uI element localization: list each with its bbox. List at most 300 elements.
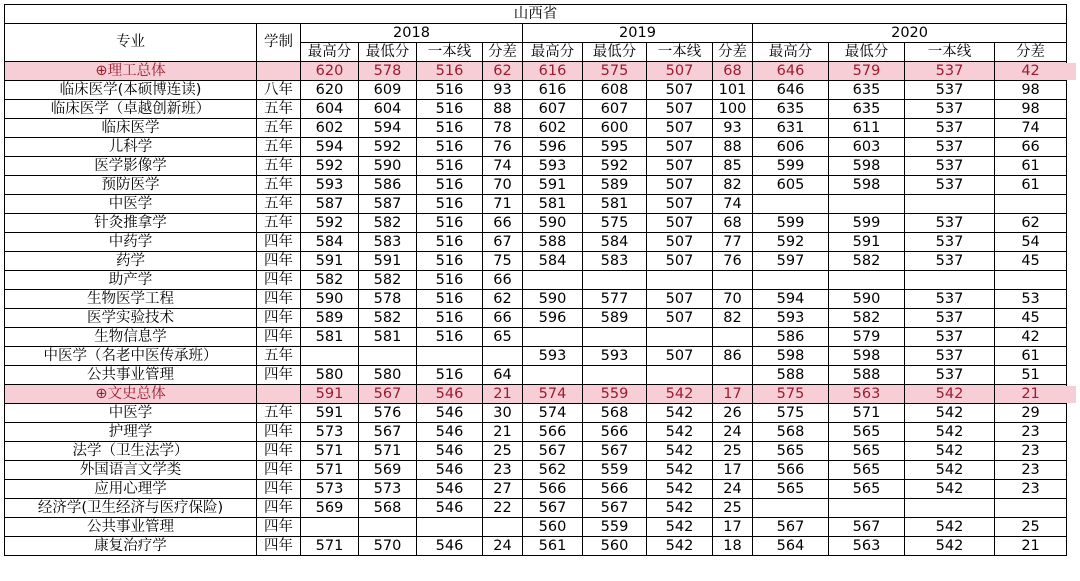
line-2020-cell: 537 <box>905 290 995 309</box>
min-2019-cell: 589 <box>583 309 647 328</box>
min-2018-cell: 587 <box>359 195 417 214</box>
diff-2018-cell: 66 <box>483 271 523 290</box>
min-2018-cell: 569 <box>359 461 417 480</box>
diff-2020-cell: 45 <box>995 252 1067 271</box>
line-2020-cell: 537 <box>905 252 995 271</box>
min-2019-cell: 566 <box>583 423 647 442</box>
line-2020-cell: 542 <box>905 461 995 480</box>
subheader-line: 一本线 <box>417 43 483 62</box>
max-2020-cell: 586 <box>753 328 829 347</box>
duration-cell: 五年 <box>257 404 301 423</box>
max-2019-cell: 596 <box>523 309 583 328</box>
max-2018-cell: 571 <box>301 537 359 556</box>
min-2018-cell: 586 <box>359 176 417 195</box>
subheader-min: 最低分 <box>359 43 417 62</box>
max-2018-cell: 591 <box>301 385 359 404</box>
major-header: 专业 <box>5 24 257 62</box>
min-2020-cell: 565 <box>829 480 905 499</box>
diff-2019-cell: 101 <box>713 81 753 100</box>
max-2020-cell: 575 <box>753 404 829 423</box>
line-2020-cell: 542 <box>905 480 995 499</box>
min-2020-cell: 582 <box>829 252 905 271</box>
min-2018-cell: 567 <box>359 385 417 404</box>
line-2019-cell: 542 <box>647 385 713 404</box>
min-2018-cell: 604 <box>359 100 417 119</box>
min-2020-cell: 603 <box>829 138 905 157</box>
max-2019-cell: 591 <box>523 176 583 195</box>
line-2020-cell: 537 <box>905 138 995 157</box>
diff-2018-cell: 22 <box>483 499 523 518</box>
diff-2019-cell <box>713 271 753 290</box>
line-2020-cell: 537 <box>905 157 995 176</box>
line-2020-cell: 537 <box>905 176 995 195</box>
min-2020-cell: 635 <box>829 100 905 119</box>
line-2018-cell: 516 <box>417 252 483 271</box>
min-2018-cell: 594 <box>359 119 417 138</box>
diff-2018-cell <box>483 518 523 537</box>
line-2018-cell: 516 <box>417 233 483 252</box>
min-2018-cell: 578 <box>359 290 417 309</box>
min-2019-cell: 559 <box>583 461 647 480</box>
table-row <box>5 214 1067 233</box>
major-name-cell: 康复治疗学 <box>5 537 257 556</box>
duration-cell: 四年 <box>257 271 301 290</box>
min-2018-cell: 582 <box>359 271 417 290</box>
diff-2020-cell: 61 <box>995 176 1067 195</box>
line-2018-cell: 516 <box>417 214 483 233</box>
table-row <box>5 252 1067 271</box>
line-2020-cell: 537 <box>905 366 995 385</box>
subheader-diff: 分差 <box>483 43 523 62</box>
table-row <box>5 233 1067 252</box>
max-2019-cell: 584 <box>523 252 583 271</box>
min-2019-cell: 559 <box>583 385 647 404</box>
line-2018-cell: 546 <box>417 385 483 404</box>
diff-2020-cell <box>995 195 1067 214</box>
diff-2018-cell: 21 <box>483 385 523 404</box>
diff-2018-cell: 66 <box>483 309 523 328</box>
table-row <box>5 195 1067 214</box>
max-2020-cell: 631 <box>753 119 829 138</box>
diff-2019-cell: 26 <box>713 404 753 423</box>
duration-cell <box>257 385 301 404</box>
min-2020-cell: 579 <box>829 62 905 81</box>
min-2020-cell: 611 <box>829 119 905 138</box>
line-2020-cell: 537 <box>905 328 995 347</box>
line-2019-cell: 507 <box>647 195 713 214</box>
major-name-cell: 公共事业管理 <box>5 366 257 385</box>
max-2019-cell: 567 <box>523 499 583 518</box>
major-name-cell: 应用心理学 <box>5 480 257 499</box>
max-2020-cell: 598 <box>753 347 829 366</box>
diff-2020-cell: 42 <box>995 328 1067 347</box>
year-header-2019: 2019 <box>523 24 753 43</box>
min-2019-cell: 607 <box>583 100 647 119</box>
duration-cell: 四年 <box>257 518 301 537</box>
major-name-cell: 医学影像学 <box>5 157 257 176</box>
min-2019-cell: 560 <box>583 537 647 556</box>
diff-2019-cell: 70 <box>713 290 753 309</box>
line-2018-cell: 546 <box>417 537 483 556</box>
max-2018-cell: 593 <box>301 176 359 195</box>
duration-cell: 五年 <box>257 138 301 157</box>
duration-cell: 五年 <box>257 157 301 176</box>
table-row <box>5 309 1067 328</box>
diff-2019-cell: 86 <box>713 347 753 366</box>
major-name-cell: 预防医学 <box>5 176 257 195</box>
table-row <box>5 518 1067 537</box>
duration-cell: 四年 <box>257 328 301 347</box>
diff-2020-cell: 42 <box>995 62 1067 81</box>
max-2020-cell: 566 <box>753 461 829 480</box>
line-2019-cell: 542 <box>647 404 713 423</box>
line-2020-cell <box>905 499 995 518</box>
diff-2018-cell: 93 <box>483 81 523 100</box>
min-2018-cell: 582 <box>359 309 417 328</box>
max-2018-cell: 604 <box>301 100 359 119</box>
line-2018-cell: 546 <box>417 442 483 461</box>
max-2018-cell: 592 <box>301 214 359 233</box>
diff-2020-cell: 62 <box>995 214 1067 233</box>
min-2019-cell: 566 <box>583 480 647 499</box>
diff-2018-cell: 27 <box>483 480 523 499</box>
major-name-cell: 法学（卫生法学） <box>5 442 257 461</box>
diff-2020-cell: 74 <box>995 119 1067 138</box>
province-title: 山西省 <box>5 5 1067 24</box>
max-2020-cell: 593 <box>753 309 829 328</box>
min-2018-cell: 571 <box>359 442 417 461</box>
max-2019-cell: 616 <box>523 62 583 81</box>
min-2020-cell: 571 <box>829 404 905 423</box>
min-2020-cell: 565 <box>829 442 905 461</box>
max-2018-cell: 591 <box>301 404 359 423</box>
line-2018-cell: 516 <box>417 157 483 176</box>
max-2018-cell: 571 <box>301 442 359 461</box>
diff-2019-cell: 17 <box>713 518 753 537</box>
min-2018-cell: 578 <box>359 62 417 81</box>
subheader-diff: 分差 <box>713 43 753 62</box>
min-2018-cell: 581 <box>359 328 417 347</box>
max-2019-cell: 590 <box>523 214 583 233</box>
line-2019-cell: 507 <box>647 214 713 233</box>
diff-2020-cell: 61 <box>995 347 1067 366</box>
min-2020-cell: 590 <box>829 290 905 309</box>
major-name-cell: 护理学 <box>5 423 257 442</box>
line-2020-cell: 537 <box>905 347 995 366</box>
min-2019-cell: 593 <box>583 347 647 366</box>
diff-2019-cell: 93 <box>713 119 753 138</box>
min-2019-cell: 592 <box>583 157 647 176</box>
diff-2018-cell: 23 <box>483 461 523 480</box>
max-2018-cell: 581 <box>301 328 359 347</box>
diff-2018-cell: 76 <box>483 138 523 157</box>
subheader-max: 最高分 <box>753 43 829 62</box>
min-2020-cell: 599 <box>829 214 905 233</box>
max-2018-cell: 587 <box>301 195 359 214</box>
diff-2018-cell: 78 <box>483 119 523 138</box>
diff-2019-cell: 18 <box>713 537 753 556</box>
min-2018-cell: 591 <box>359 252 417 271</box>
line-2018-cell <box>417 518 483 537</box>
line-2018-cell: 546 <box>417 480 483 499</box>
max-2019-cell: 566 <box>523 423 583 442</box>
max-2020-cell: 564 <box>753 537 829 556</box>
line-2018-cell <box>417 347 483 366</box>
max-2020-cell: 646 <box>753 62 829 81</box>
table-row <box>5 366 1067 385</box>
duration-cell: 四年 <box>257 480 301 499</box>
diff-2019-cell: 88 <box>713 138 753 157</box>
table-row <box>5 138 1067 157</box>
min-2018-cell: 583 <box>359 233 417 252</box>
min-2019-cell <box>583 328 647 347</box>
summary-highlight-band <box>1066 386 1076 403</box>
diff-2020-cell: 66 <box>995 138 1067 157</box>
table-row <box>5 461 1067 480</box>
max-2018-cell: 584 <box>301 233 359 252</box>
max-2019-cell: 616 <box>523 81 583 100</box>
diff-2020-cell: 21 <box>995 385 1067 404</box>
line-2018-cell: 516 <box>417 366 483 385</box>
year-header-2018: 2018 <box>301 24 523 43</box>
max-2019-cell <box>523 366 583 385</box>
diff-2019-cell: 17 <box>713 461 753 480</box>
diff-2018-cell: 71 <box>483 195 523 214</box>
min-2020-cell: 598 <box>829 176 905 195</box>
min-2018-cell: 576 <box>359 404 417 423</box>
line-2019-cell: 542 <box>647 461 713 480</box>
max-2018-cell: 620 <box>301 62 359 81</box>
subheader-max: 最高分 <box>301 43 359 62</box>
diff-2018-cell: 74 <box>483 157 523 176</box>
line-2020-cell: 542 <box>905 442 995 461</box>
major-name-cell[interactable]: ⊕理工总体 <box>5 62 257 81</box>
max-2020-cell: 599 <box>753 157 829 176</box>
line-2018-cell: 516 <box>417 62 483 81</box>
line-2019-cell: 542 <box>647 423 713 442</box>
max-2020-cell <box>753 499 829 518</box>
min-2019-cell: 568 <box>583 404 647 423</box>
major-name-cell: 外国语言文学类 <box>5 461 257 480</box>
major-name-cell: 临床医学（卓越创新班） <box>5 100 257 119</box>
duration-cell: 五年 <box>257 119 301 138</box>
line-2018-cell: 516 <box>417 81 483 100</box>
major-name-cell: 临床医学(本硕博连读) <box>5 81 257 100</box>
max-2018-cell: 582 <box>301 271 359 290</box>
min-2020-cell <box>829 499 905 518</box>
table-row <box>5 499 1067 518</box>
line-2020-cell: 537 <box>905 62 995 81</box>
min-2019-cell: 581 <box>583 195 647 214</box>
min-2018-cell: 580 <box>359 366 417 385</box>
duration-cell: 五年 <box>257 100 301 119</box>
line-2019-cell: 507 <box>647 100 713 119</box>
min-2019-cell: 583 <box>583 252 647 271</box>
min-2019-cell: 559 <box>583 518 647 537</box>
diff-2018-cell: 75 <box>483 252 523 271</box>
max-2018-cell: 569 <box>301 499 359 518</box>
diff-2018-cell: 62 <box>483 62 523 81</box>
max-2018-cell: 620 <box>301 81 359 100</box>
max-2020-cell: 606 <box>753 138 829 157</box>
diff-2019-cell: 76 <box>713 252 753 271</box>
admission-score-table <box>4 4 1067 556</box>
max-2019-cell: 574 <box>523 385 583 404</box>
diff-2018-cell: 25 <box>483 442 523 461</box>
max-2018-cell: 573 <box>301 480 359 499</box>
major-name-cell: 临床医学 <box>5 119 257 138</box>
max-2018-cell: 592 <box>301 157 359 176</box>
summary-row[interactable] <box>5 62 1067 81</box>
line-2020-cell <box>905 195 995 214</box>
min-2020-cell: 598 <box>829 157 905 176</box>
table-row <box>5 442 1067 461</box>
max-2020-cell <box>753 195 829 214</box>
min-2018-cell: 609 <box>359 81 417 100</box>
max-2020-cell: 568 <box>753 423 829 442</box>
major-name-cell[interactable]: ⊕文史总体 <box>5 385 257 404</box>
line-2018-cell: 546 <box>417 499 483 518</box>
diff-2019-cell: 24 <box>713 423 753 442</box>
min-2018-cell: 592 <box>359 138 417 157</box>
table-body <box>5 62 1067 556</box>
max-2018-cell <box>301 518 359 537</box>
summary-row[interactable] <box>5 385 1067 404</box>
min-2020-cell: 579 <box>829 328 905 347</box>
score-table-container <box>4 4 1067 556</box>
max-2018-cell: 573 <box>301 423 359 442</box>
diff-2019-cell: 82 <box>713 176 753 195</box>
duration-cell <box>257 62 301 81</box>
min-2019-cell <box>583 271 647 290</box>
line-2020-cell: 542 <box>905 423 995 442</box>
max-2019-cell: 574 <box>523 404 583 423</box>
max-2020-cell <box>753 271 829 290</box>
duration-cell: 四年 <box>257 290 301 309</box>
min-2020-cell: 591 <box>829 233 905 252</box>
table-row <box>5 423 1067 442</box>
table-row <box>5 290 1067 309</box>
diff-2019-cell: 24 <box>713 480 753 499</box>
max-2019-cell <box>523 271 583 290</box>
line-2020-cell: 537 <box>905 214 995 233</box>
diff-2019-cell: 82 <box>713 309 753 328</box>
line-2018-cell: 516 <box>417 271 483 290</box>
diff-2018-cell <box>483 347 523 366</box>
diff-2019-cell: 68 <box>713 62 753 81</box>
max-2019-cell: 562 <box>523 461 583 480</box>
diff-2019-cell <box>713 328 753 347</box>
line-2019-cell <box>647 271 713 290</box>
diff-2020-cell: 21 <box>995 537 1067 556</box>
subheader-min: 最低分 <box>583 43 647 62</box>
diff-2019-cell: 17 <box>713 385 753 404</box>
line-2019-cell: 542 <box>647 480 713 499</box>
max-2019-cell: 566 <box>523 480 583 499</box>
diff-2020-cell: 23 <box>995 461 1067 480</box>
diff-2018-cell: 21 <box>483 423 523 442</box>
min-2019-cell <box>583 366 647 385</box>
line-2020-cell: 542 <box>905 404 995 423</box>
line-2019-cell: 507 <box>647 290 713 309</box>
line-2020-cell: 542 <box>905 518 995 537</box>
diff-2020-cell: 53 <box>995 290 1067 309</box>
max-2020-cell: 567 <box>753 518 829 537</box>
line-2019-cell: 507 <box>647 176 713 195</box>
max-2018-cell: 602 <box>301 119 359 138</box>
min-2019-cell: 567 <box>583 499 647 518</box>
line-2019-cell: 507 <box>647 81 713 100</box>
min-2019-cell: 575 <box>583 214 647 233</box>
diff-2020-cell: 54 <box>995 233 1067 252</box>
min-2018-cell: 590 <box>359 157 417 176</box>
line-2019-cell: 542 <box>647 537 713 556</box>
max-2020-cell: 588 <box>753 366 829 385</box>
line-2018-cell: 546 <box>417 461 483 480</box>
line-2020-cell: 537 <box>905 119 995 138</box>
duration-cell: 四年 <box>257 442 301 461</box>
max-2019-cell: 607 <box>523 100 583 119</box>
subheader-min: 最低分 <box>829 43 905 62</box>
major-name-cell: 公共事业管理 <box>5 518 257 537</box>
min-2018-cell: 568 <box>359 499 417 518</box>
diff-2018-cell: 62 <box>483 290 523 309</box>
min-2020-cell: 582 <box>829 309 905 328</box>
diff-2020-cell <box>995 271 1067 290</box>
diff-2018-cell: 65 <box>483 328 523 347</box>
max-2020-cell: 565 <box>753 480 829 499</box>
min-2020-cell <box>829 271 905 290</box>
min-2018-cell: 570 <box>359 537 417 556</box>
diff-2020-cell: 23 <box>995 480 1067 499</box>
max-2018-cell: 591 <box>301 252 359 271</box>
diff-2018-cell: 88 <box>483 100 523 119</box>
duration-cell: 五年 <box>257 176 301 195</box>
major-name-cell: 生物信息学 <box>5 328 257 347</box>
table-row <box>5 347 1067 366</box>
max-2020-cell: 594 <box>753 290 829 309</box>
diff-2019-cell: 68 <box>713 214 753 233</box>
max-2019-cell: 596 <box>523 138 583 157</box>
line-2018-cell: 516 <box>417 309 483 328</box>
major-name-cell: 医学实验技术 <box>5 309 257 328</box>
line-2019-cell: 542 <box>647 499 713 518</box>
max-2020-cell: 605 <box>753 176 829 195</box>
major-name-cell: 中药学 <box>5 233 257 252</box>
major-name-cell: 生物医学工程 <box>5 290 257 309</box>
min-2020-cell: 565 <box>829 423 905 442</box>
min-2019-cell: 567 <box>583 442 647 461</box>
diff-2018-cell: 64 <box>483 366 523 385</box>
line-2019-cell <box>647 328 713 347</box>
line-2018-cell: 516 <box>417 328 483 347</box>
line-2020-cell: 537 <box>905 233 995 252</box>
major-name-cell: 中医学 <box>5 404 257 423</box>
diff-2020-cell: 29 <box>995 404 1067 423</box>
duration-cell: 四年 <box>257 252 301 271</box>
line-2018-cell: 516 <box>417 138 483 157</box>
table-row <box>5 537 1067 556</box>
max-2019-cell: 593 <box>523 157 583 176</box>
major-name-cell: 助产学 <box>5 271 257 290</box>
max-2018-cell: 580 <box>301 366 359 385</box>
line-2019-cell <box>647 366 713 385</box>
diff-2020-cell: 25 <box>995 518 1067 537</box>
line-2019-cell: 507 <box>647 119 713 138</box>
diff-2020-cell: 98 <box>995 100 1067 119</box>
line-2019-cell: 542 <box>647 442 713 461</box>
table-row <box>5 119 1067 138</box>
